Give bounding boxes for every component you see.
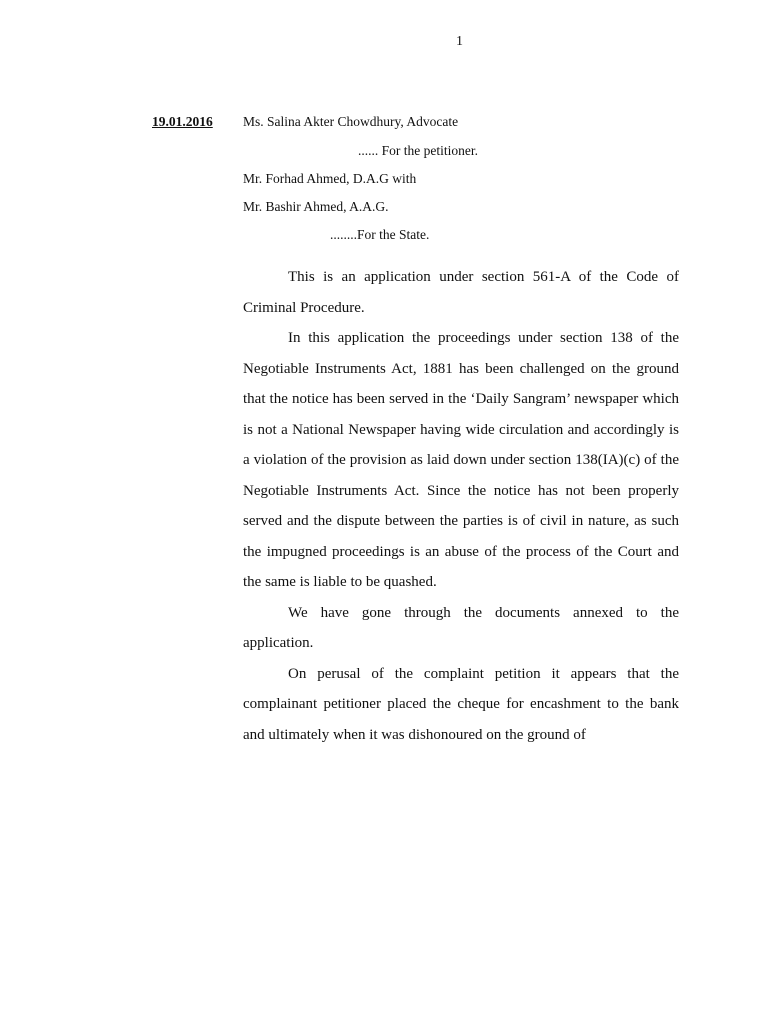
petitioner-advocate: Ms. Salina Akter Chowdhury, Advocate <box>243 114 459 129</box>
state-advocate-2: Mr. Bashir Ahmed, A.A.G. <box>243 199 389 214</box>
paragraph: We have gone through the documents annexed to the application. <box>243 604 679 651</box>
for-state: ........For the State. <box>330 227 430 242</box>
order-date: 19.01.2016 <box>152 114 213 129</box>
state-advocate-1: Mr. Forhad Ahmed, D.A.G with <box>243 171 417 186</box>
paragraph: In this application the proceedings under section 138 of the Negotiable Instruments Act, 1881 has been challenged on the ground that the notice has been served in the ‘Daily Sangram’ newspaper which is not a National Newspaper having wide circulation and accordingly is a violation of the provision as laid down under section 138(IA)(c) of the Negotiable Instruments Act. Since the notice has not been properly served and the dispute between the parties is of civil in nature, as such the impugned proceedings is an abuse of the process of the Court and the same is liable to be quashed. <box>243 330 679 590</box>
paragraph: On perusal of the complaint petition it appears that the complainant petitioner placed the cheque for encashment to the bank and ultimately when it was dishonoured on the ground of <box>243 665 679 743</box>
order-body <box>243 262 679 750</box>
paragraph: This is an application under section 561-A of the Code of Criminal Procedure. <box>243 269 679 316</box>
page-number: 1 <box>456 34 463 49</box>
for-petitioner: ...... For the petitioner. <box>358 143 478 158</box>
